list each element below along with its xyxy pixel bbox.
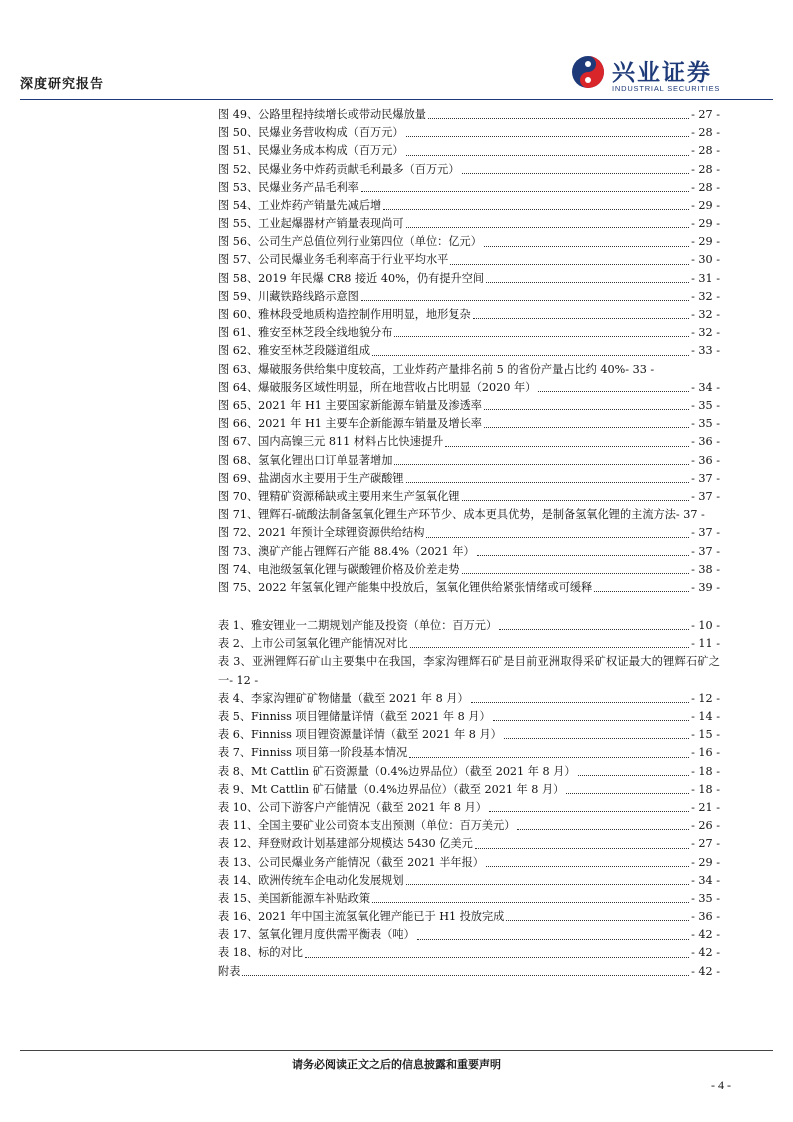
table-entry[interactable] (218, 653, 720, 689)
table-entry[interactable] (218, 708, 720, 726)
figure-entry[interactable] (218, 361, 720, 379)
figure-entry[interactable] (218, 197, 720, 215)
figure-entry-title: 图 58、2019 年民爆 CR8 接近 40%，仍有提升空间 (218, 271, 485, 285)
table-entry-page: - 27 - (691, 837, 720, 851)
table-entry[interactable] (218, 763, 720, 781)
figure-entry[interactable] (218, 342, 720, 360)
dot-leader (517, 829, 689, 830)
figure-entry-title: 图 65、2021 年 H1 主要国家新能源车销量及渗透率 (218, 399, 482, 412)
table-entry-title: 表 18、标的对比 (218, 946, 303, 960)
figure-entry-title: 图 52、民爆业务中炸药贡献毛利最多（百万元） (218, 162, 460, 176)
figure-entry-page: - 27 - (691, 107, 720, 121)
figure-entry-page: - 28 - (691, 180, 720, 194)
figure-entry[interactable] (218, 561, 720, 579)
table-entry-page: - 21 - (691, 800, 720, 814)
table-entry[interactable] (218, 744, 720, 762)
figure-entry-page: - 28 - (691, 126, 720, 140)
figure-entry-page: - 37 - (691, 526, 720, 540)
figure-entry-title: 图 53、民爆业务产品毛利率 (218, 180, 359, 194)
figure-entry-page: - 32 - (691, 289, 720, 303)
table-entry-title: 表 12、拜登财政计划基建部分规模达 5430 亿美元 (218, 837, 473, 851)
table-entry[interactable] (218, 690, 720, 708)
figure-entry-page: - 31 - (691, 271, 720, 285)
dot-leader (406, 884, 689, 885)
dot-leader (578, 775, 690, 776)
figure-entry-title: 图 56、公司生产总值位列行业第四位（单位：亿元） (218, 235, 482, 249)
table-entry-title: 表 13、公司民爆业务产能情况（截至 2021 半年报） (218, 855, 484, 869)
table-entry-page: - 29 - (691, 855, 720, 869)
table-entry-page: - 42 - (691, 946, 720, 960)
dot-leader (486, 282, 689, 283)
figure-entry-page: - 29 - (691, 217, 720, 231)
figure-entry-title: 图 50、民爆业务营收构成（百万元） (218, 126, 404, 140)
table-entry-page: - 26 - (691, 819, 720, 833)
table-entry-title: 表 15、美国新能源车补贴政策 (218, 891, 371, 905)
dot-leader (242, 975, 689, 976)
dot-leader (462, 573, 690, 574)
figure-entry[interactable] (218, 179, 720, 197)
figure-entry-title: 图 67、国内高镍三元 811 材料占比快速提升 (218, 435, 444, 449)
figure-entry[interactable] (218, 106, 720, 124)
dot-leader (506, 920, 689, 921)
table-entry-title: 表 9、Mt Cattlin 矿石储量（0.4%边界品位）（截至 2021 年 8 月） (218, 782, 565, 796)
dot-leader (372, 355, 689, 356)
figure-entry-title: 图 54、工业炸药产销量先减后增 (218, 198, 382, 212)
figure-entry[interactable] (218, 233, 720, 251)
table-list (218, 617, 720, 981)
figure-entry-page: - 28 - (691, 162, 720, 176)
dot-leader (477, 555, 689, 556)
footer-divider (20, 1050, 773, 1051)
dot-leader (462, 173, 690, 174)
table-entry-page: - 18 - (691, 782, 720, 796)
table-entry-title: 表 7、Finniss 项目第一阶段基本情况 (218, 746, 408, 760)
figure-entry-page: - 35 - (691, 417, 720, 431)
table-entry-title: 表 16、2021 年中国主流氢氧化锂产能已于 H1 投放完成 (218, 910, 505, 924)
figure-entry-page: - 29 - (691, 235, 720, 249)
dot-leader (484, 427, 689, 428)
table-entry-page: - 12 - (229, 673, 259, 687)
figure-entry[interactable] (218, 488, 720, 506)
figure-entry-title: 图 61、雅安至林芝段全线地貌分布 (218, 326, 393, 340)
table-entry[interactable] (218, 781, 720, 799)
table-entry-page: - 34 - (691, 873, 720, 887)
dot-leader (305, 957, 689, 958)
figure-entry-title: 图 75、2022 年氢氧化锂产能集中投放后，氢氧化锂供给紧张情绪或可缓释 (218, 580, 593, 594)
dot-leader (409, 757, 689, 758)
dot-leader (426, 537, 689, 538)
table-entry[interactable] (218, 872, 720, 890)
table-entry-title: 表 17、氢氧化锂月度供需平衡表（吨） (218, 928, 415, 942)
dot-leader (383, 209, 689, 210)
table-entry-page: - 16 - (691, 746, 720, 760)
table-entry-title: 表 8、Mt Cattlin 矿石资源量（0.4%边界品位）（截至 2021 年 8 月） (218, 764, 576, 778)
figure-entry-page: - 38 - (691, 562, 720, 576)
report-type-label: 深度研究报告 (20, 77, 105, 92)
table-entry-page: - 14 - (691, 710, 720, 724)
figure-entry[interactable] (218, 215, 720, 233)
figure-entry-title: 图 73、澳矿产能占锂辉石产能 88.4%（2021 年） (218, 544, 475, 558)
figure-entry[interactable] (218, 324, 720, 342)
company-logo (570, 54, 740, 98)
figure-entry-title: 图 71、锂辉石-硫酸法制备氢氧化锂生产环节少、成本更具优势，是制备氢氧化锂的主流方法 (218, 508, 676, 522)
figure-entry[interactable] (218, 124, 720, 142)
table-entry-title: 表 2、上市公司氢氧化锂产能情况对比 (218, 637, 408, 651)
figure-entry-page: - 37 - (691, 489, 720, 503)
table-entry-page: - 42 - (691, 928, 720, 942)
figure-entry-title: 图 62、雅安至林芝段隧道组成 (218, 344, 371, 358)
table-of-contents (218, 106, 720, 981)
dot-leader (473, 318, 689, 319)
figure-entry-page: - 36 - (691, 435, 720, 449)
dot-leader (504, 738, 689, 739)
figure-entry-page: - 35 - (691, 399, 720, 412)
figure-entry[interactable] (218, 397, 720, 415)
figure-entry-title: 图 60、雅林段受地质构造控制作用明显，地形复杂 (218, 308, 471, 322)
dot-leader (462, 500, 690, 501)
table-entry-title: 表 14、欧洲传统车企电动化发展规划 (218, 873, 404, 887)
figure-entry-title: 图 68、氢氧化锂出口订单显著增加 (218, 453, 393, 467)
table-entry[interactable] (218, 726, 720, 744)
table-entry[interactable] (218, 945, 720, 963)
table-entry-title: 表 4、李家沟锂矿矿物储量（截至 2021 年 8 月） (218, 691, 469, 705)
figure-entry[interactable] (218, 506, 720, 524)
figure-entry-page: - 36 - (691, 453, 720, 467)
figure-entry[interactable] (218, 452, 720, 470)
dot-leader (406, 482, 689, 483)
logo-mark-icon (570, 54, 606, 90)
figure-entry-page: - 37 - (691, 544, 720, 558)
dot-leader (484, 409, 689, 410)
table-entry-page: - 12 - (691, 691, 720, 705)
figure-entry-title: 图 49、公路里程持续增长或带动民爆放量 (218, 107, 426, 121)
figure-entry[interactable] (218, 288, 720, 306)
logo-english-name: INDUSTRIAL SECURITIES (612, 84, 721, 93)
figure-entry[interactable] (218, 415, 720, 433)
dot-leader (471, 702, 689, 703)
table-entry-page: - 18 - (691, 764, 720, 778)
table-entry[interactable] (218, 817, 720, 835)
figure-entry[interactable] (218, 306, 720, 324)
figure-entry[interactable] (218, 252, 720, 270)
table-entry-page: - 42 - (691, 964, 720, 978)
dot-leader (361, 300, 689, 301)
dot-leader (445, 446, 689, 447)
figure-entry[interactable] (218, 543, 720, 561)
page-number: - 4 - (711, 1078, 731, 1092)
figure-entry-page: - 29 - (691, 198, 720, 212)
dot-leader (394, 336, 689, 337)
table-entry-title: 表 10、公司下游客户产能情况（截至 2021 年 8 月） (218, 800, 487, 814)
figure-entry-title: 图 59、川藏铁路线路示意图 (218, 289, 359, 303)
figure-entry[interactable] (218, 433, 720, 451)
dot-leader (486, 866, 689, 867)
figure-entry-title: 图 51、民爆业务成本构成（百万元） (218, 144, 404, 158)
figure-entry-title: 图 74、电池级氢氧化锂与碳酸锂价格及价差走势 (218, 562, 460, 576)
dot-leader (394, 464, 689, 465)
table-entry-title: 表 6、Finniss 项目锂资源量详情（截至 2021 年 8 月） (218, 728, 502, 742)
table-entry-page: - 35 - (691, 891, 720, 905)
figure-entry-title: 图 57、公司民爆业务毛利率高于行业平均水平 (218, 253, 449, 267)
dot-leader (406, 136, 689, 137)
figure-entry-page: - 28 - (691, 144, 720, 158)
table-entry-title: 附表 (218, 964, 241, 978)
figure-entry-title: 图 63、爆破服务供给集中度较高，工业炸药产量排名前 5 的省份产量占比约 40% (218, 362, 626, 376)
figure-entry-page: - 34 - (691, 380, 720, 394)
dot-leader (410, 647, 689, 648)
dot-leader (566, 793, 689, 794)
table-entry[interactable] (218, 617, 720, 635)
figure-entry-title: 图 72、2021 年预计全球锂资源供给结构 (218, 526, 425, 540)
dot-leader (538, 391, 689, 392)
header-divider (20, 99, 773, 100)
table-entry[interactable] (218, 835, 720, 853)
figure-entry[interactable] (218, 142, 720, 160)
figure-entry[interactable] (218, 579, 720, 597)
figure-entry-page: - 33 - (691, 344, 720, 358)
table-entry-page: - 36 - (691, 910, 720, 924)
figure-entry[interactable] (218, 470, 720, 488)
figure-entry-page: - 39 - (691, 580, 720, 594)
table-entry[interactable] (218, 890, 720, 908)
figure-entry-page: - 32 - (691, 308, 720, 322)
table-entry-title: 表 11、全国主要矿业公司资本支出预测（单位：百万美元） (218, 819, 516, 833)
table-entry-page: - 10 - (691, 619, 720, 633)
figure-entry[interactable] (218, 524, 720, 542)
table-entry-title: 表 1、雅安锂业一二期规划产能及投资（单位：百万元） (218, 619, 498, 633)
dot-leader (489, 811, 689, 812)
table-entry-page: - 11 - (691, 637, 720, 651)
table-entry[interactable] (218, 799, 720, 817)
dot-leader (417, 939, 689, 940)
table-entry-title: 表 3、亚洲锂辉石矿山主要集中在我国，李家沟锂辉石矿是目前亚洲取得采矿权证最大的锂辉石矿之一 (218, 655, 720, 687)
disclaimer-text: 请务必阅读正文之后的信息披露和重要声明 (292, 1058, 501, 1071)
table-entry[interactable] (218, 963, 720, 981)
dot-leader (406, 155, 689, 156)
figure-entry[interactable] (218, 379, 720, 397)
figure-entry-title: 图 66、2021 年 H1 主要车企新能源车销量及增长率 (218, 417, 482, 431)
figure-entry-page: - 30 - (691, 253, 720, 267)
table-entry[interactable] (218, 926, 720, 944)
figure-entry-title: 图 70、锂精矿资源稀缺或主要用来生产氢氧化锂 (218, 489, 460, 503)
table-entry-page: - 15 - (691, 728, 720, 742)
dot-leader (428, 118, 689, 119)
logo-chinese-name: 兴业证券 (612, 60, 712, 86)
dot-leader (493, 720, 689, 721)
figure-entry-page: - 37 - (691, 471, 720, 485)
list-gap (218, 597, 720, 617)
dot-leader (594, 591, 689, 592)
table-entry[interactable] (218, 854, 720, 872)
figure-entry-page: - 33 - (625, 362, 655, 376)
dot-leader (499, 629, 689, 630)
dot-leader (475, 848, 689, 849)
dot-leader (361, 191, 689, 192)
table-entry[interactable] (218, 908, 720, 926)
table-entry[interactable] (218, 635, 720, 653)
figure-entry-page: - 37 - (675, 508, 705, 522)
figure-entry-title: 图 55、工业起爆器材产销量表现尚可 (218, 217, 404, 231)
figure-entry-title: 图 64、爆破服务区域性明显，所在地营收占比明显（2020 年） (218, 380, 537, 394)
figure-entry-title: 图 69、盐湖卤水主要用于生产碳酸锂 (218, 471, 404, 485)
dot-leader (372, 902, 689, 903)
figure-entry[interactable] (218, 161, 720, 179)
dot-leader (484, 246, 689, 247)
figure-entry[interactable] (218, 270, 720, 288)
table-entry-title: 表 5、Finniss 项目锂储量详情（截至 2021 年 8 月） (218, 710, 491, 724)
figure-entry-page: - 32 - (691, 326, 720, 340)
dot-leader (406, 227, 689, 228)
dot-leader (450, 264, 689, 265)
figure-list (218, 106, 720, 597)
